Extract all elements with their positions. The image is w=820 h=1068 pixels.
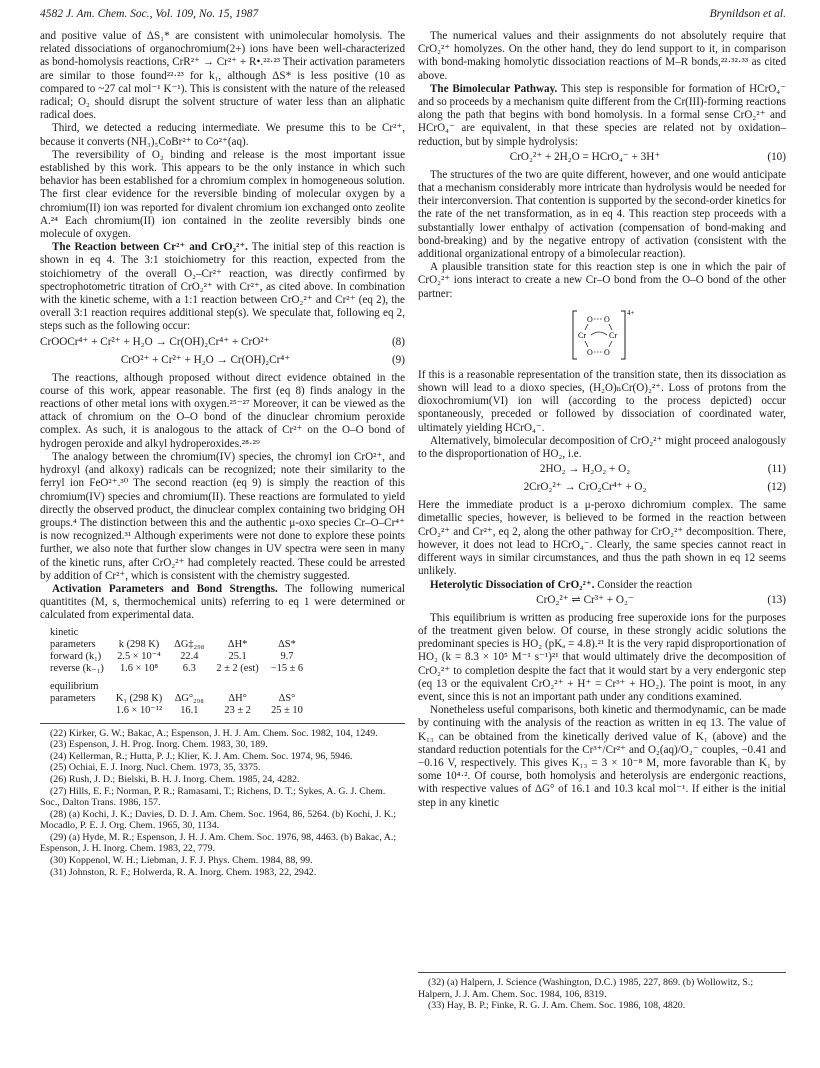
reference-item: (31) Johnston, R. F.; Holwerda, R. A. Inorg. Chem. 1983, 22, 2942. [50,866,317,878]
bond-line [609,324,612,330]
table-header-row [40,693,309,705]
bond-line [585,341,588,347]
right-column [418,30,786,810]
equation-12 [418,481,786,497]
table-row [40,663,309,675]
table-cell: 16.1 [180,704,199,716]
equation-11 [418,463,786,479]
bond-line [585,324,588,330]
column-header: K₁ (298 K) [115,692,163,704]
row-label: kinetic [50,626,79,638]
atom-o-bottom-right: O [604,347,610,357]
paragraph-with-heading [418,579,786,592]
table-cell: 25.1 [228,650,247,662]
reference-item: (27) Hills, E. F.; Norman, P. R.; Ramasami, T.; Richens, D. T.; Sykes, A. G. J. Chem. Soc., Dalton Trans. 1986, 157. [40,785,386,809]
paragraph: The analogy between the chromium(IV) species, the chromyl ion CrO²⁺, and hydroxyl (and alkoxy) radicals can be recognized; note their similarity to the ferryl ion FeO²⁺.³⁰ The second reaction (eq 9) is simply the reaction of this chromium(IV) species and chromium(II). These reactions are formulated to yield directly the observed product, the dinuclear complex containing two bridging OH groups.⁴ The distinction between this and the authentic μ-oxo species Cr–O–Cr⁴⁺ is now recognized.³¹ Although experiments were not done to explore these points further, we also note that further slow changes in UV spectra were seen in many of the kinetic runs, after CrO₂²⁺ had completely reacted. These could be arrested by addition of Cr²⁺, which is consistent with the chemistry suggested. [40,450,405,582]
paragraph-with-heading [40,583,405,623]
table-cell: −15 ± 6 [270,662,304,674]
paragraph-text: The following numerical quantitites (M, s, thermochemical units) referring to eq 1 were determined or calculated from experimental data. [40,582,405,622]
table-cell: 6.3 [182,662,196,674]
table-cell: 2.5 × 10⁻⁴ [117,650,161,662]
equation-body: CrO²⁺ + Cr²⁺ + H₂O → Cr(OH)₂Cr⁴⁺ [120,353,291,366]
section-heading-activation-parameters: Activation Parameters and Bond Strengths. [52,582,278,595]
reference-item: (29) (a) Hyde, M. R.; Espenson, J. H. J. Am. Chem. Soc. 1976, 98, 4463. (b) Bakac, A.; Espenson, J. H. Inorg. Chem. 1983, 22, 779. [40,831,397,855]
paragraph-with-heading [40,241,405,333]
equation-number: (8) [391,335,405,348]
transition-state-structure [557,305,647,363]
charge-label: 4+ [627,308,635,317]
paragraph: Alternatively, bimolecular decomposition of CrO₂²⁺ might proceed analogously to the disproportionation of HO₂, i.e. [418,434,786,461]
atom-cr-left: Cr [578,330,586,340]
row-label: reverse (k₋₁) [50,662,104,674]
atom-cr-right: Cr [609,330,617,340]
references-right [418,972,786,1012]
table-cell: 2 ± 2 (est) [216,662,259,674]
equation-body: CrO₂²⁺ ⇌ Cr³⁺ + O₂⁻ [536,593,634,606]
table-row [40,681,309,693]
paragraph-text: The initial step of this reaction is shown in eq 4. The 3:1 stoichiometry for this reaction, expected from the stoichiometry of the overall O₂–Cr²⁺ reaction, was directly confirmed by spectrophotometric titration of CrO₂²⁺ with Cr²⁺, as cited above. In combination with the kinetic scheme, with a 1:1 reaction between CrO₂²⁺ and Cr²⁺ (eq 2), the overall 3:1 reaction requires additional step(s). We speculate that, following eq 2, steps such as the following occur: [40,241,405,333]
paragraph: If this is a reasonable representation of the transition state, then its dissociation as shown will lead to a dioxo species, (H₂O)ₙCr(O)₂²⁺. Loss of protons from the dioxochromium(VI) ion will (according to the process depicted) occur spontaneously, preceded or followed by dissociation of coordinated water, ultimately yielding HCrO₄⁻. [418,368,786,434]
row-label: forward (k₁) [50,650,102,662]
section-heading-heterolytic: Heterolytic Dissociation of CrO₂²⁺. [430,578,595,591]
reference-item: (30) Koppenol, W. H.; Liebman, J. F. J. Phys. Chem. 1984, 88, 99. [50,855,313,867]
bond-curve [591,332,607,335]
equation-number: (12) [767,481,786,494]
table-cell: 1.6 × 10⁸ [119,662,159,674]
column-header: k (298 K) [118,638,160,650]
reference-item: (32) (a) Halpern, J. Science (Washington, D.C.) 1985, 227, 869. (b) Wollowitz, S.; Halpern, J. J. Am. Chem. Soc. 1984, 106, 8319. [418,977,754,1000]
right-bracket [621,311,625,359]
section-heading-bimolecular: The Bimolecular Pathway. [430,82,558,95]
table-header-row [40,639,309,651]
table-cell: 9.7 [280,650,294,662]
reference-item: (23) Espenson, J. H. Prog. Inorg. Chem. 1983, 30, 189. [50,739,268,751]
paragraph: Here the immediate product is a μ-peroxo dichromium complex. The same dimetallic species, however, is believed to be formed in the reaction between CrO₂²⁺ and Cr²⁺, eq 2, along the other pathway for CrO₂²⁺ decomposition. There, however, it does not lead to HCrO₄⁻. Clearly, the same species cannot react in different ways in similar circumstances, and thus the path shown in eq 12 seems unlikely. [418,499,786,578]
paragraph-text: This step is responsible for formation of HCrO₄⁻ and so proceeds by a mechanism quite different from the Cr(III)-forming reactions along the path that begins with bond homolysis. In a formal sense CrO₂²⁺ and HCrO₄⁻ are equivalent, in that these species are related not by oxidation–reduction, but by simple hydrolysis: [418,82,786,148]
column-header: ΔH* [227,638,248,650]
paragraph: Nonetheless useful comparisons, both kinetic and thermodynamic, can be made by continuing with the analysis of the reaction as written in eq 13. The value of K₁₃ can be obtained from the kinetically derived value of K₁ (above) and the standard reduction potentials for the Cr³⁺/Cr²⁺ and O₂(aq)/O₂⁻ couples, −0.41 and −0.16 V, respectively. This gives K₁₃ = 3 × 10⁻⁸ M, more favorable than K₁ by some 10⁴·². Of course, both homolysis and heterolysis are endergonic reactions, with respective values of ΔG° of 16.1 and 10.3 kcal mol⁻¹. If either is the initial step in any kinetic [418,704,786,809]
table-row [40,705,309,717]
reference-item: (24) Kellerman, R.; Hutta, P. J.; Klier, K. J. Am. Chem. Soc. 1974, 96, 5946. [50,750,353,762]
column-header: ΔG‡₂₉₈ [174,638,205,650]
paragraph-with-heading [418,83,786,149]
equation-10 [418,151,786,167]
table-cell: 22.4 [180,650,199,662]
reference-item: (22) Kirker, G. W.; Bakac, A.; Espenson, J. H. J. Am. Chem. Soc. 1982, 104, 1249. [50,727,378,739]
column-header: ΔH° [228,692,247,704]
paragraph: The numerical values and their assignments do not absolutely require that CrO₂²⁺ homolyzes. On the other hand, they do lend support to it, in comparison with bond-making homolytic dissociation reactions of M–R bonds,²²·³²·³³ as cited above. [418,30,786,82]
table-cell: 23 ± 2 [224,704,251,716]
row-label: parameters [50,638,96,650]
equation-body: 2CrO₂²⁺ → CrO₂Cr⁴⁺ + O₂ [523,481,647,494]
equation-body: CrO₂²⁺ + 2H₂O = HCrO₄⁻ + 3H⁺ [509,150,661,163]
row-label: equilibrium [50,680,99,692]
table-row [40,651,309,663]
paragraph: This equilibrium is written as producing free superoxide ions for the purposes of the treatment given below. Of course, in these strongly acidic solutions the predominant species is HO₂ (pKₐ = 4.8).²¹ It is the very rapid disproportionation of HO₂ (k = 8.3 × 10⁵ M⁻¹ s⁻¹)²¹ that would ultimately drive the decomposition of CrO₂²⁺ to completion despite the fact that it would start by a very endergonic step (eq 13 or the equivalent CrO₂²⁺ + H⁺ = Cr³⁺ + HO₂). The point is moot, in any event, since this is not an important path under any conditions examined. [418,611,786,703]
paragraph: Third, we detected a reducing intermediate. We presume this to be Cr²⁺, because it converts (NH₃)₅CoBr²⁺ to Co²⁺(aq). [40,122,405,148]
reference-item: (25) Ochiai, E. J. Inorg. Nucl. Chem. 1973, 35, 3375. [50,762,261,774]
reference-item: (28) (a) Kochi, J. K.; Davies, D. D. J. Am. Chem. Soc. 1964, 86, 5264. (b) Kochi, J. K.; Mocadlo, P. E. J. Org. Chem. 1965, 30, 1134. [40,808,397,832]
equation-9 [40,354,405,370]
bond-line [609,341,612,347]
equation-number: (10) [767,150,786,163]
row-label: parameters [50,692,96,704]
running-header-right: Brynildson et al. [709,8,786,20]
equation-number: (9) [391,353,405,366]
table-cell: 25 ± 10 [271,704,303,716]
equation-body: CrOOCr⁴⁺ + Cr²⁺ + H₂O → Cr(OH)₂Cr⁴⁺ + CrO²⁺ [40,335,270,348]
column-header: ΔG°₂₉₈ [174,692,204,704]
paragraph: A plausible transition state for this reaction step is one in which the pair of CrO₂²⁺ ions interact to create a new Cr–O bond from the O–O bond of the other partner: [418,261,786,300]
reference-item: (33) Hay, B. P.; Finke, R. G. J. Am. Chem. Soc. 1986, 108, 4820. [428,1000,686,1012]
running-header-left: 4582 J. Am. Chem. Soc., Vol. 109, No. 15, 1987 [40,8,259,20]
equation-8 [40,336,405,352]
table-cell: 1.6 × 10⁻¹² [115,704,163,716]
paragraph: The structures of the two are quite different, however, and one would anticipate that a mechanism considerably more intricate than hydrolysis would be needed for their interconversion. That contention is supported by the second-order kinetics for the rate of the net transformation, as in eq 4. This reaction step proceeds with a substantially lower enthalpy of activation (compensation of bond-making and bond-breaking) and by the negative entropy of activation (consistent with the additional organizational entropy of a bimolecular reaction). [418,168,786,261]
paragraph-text: Consider the reaction [594,578,693,591]
left-bracket [573,311,577,359]
reference-item: (26) Rush, J. D.; Bielski, B. H. J. Inorg. Chem. 1985, 24, 4282. [50,773,300,785]
paragraph: and positive value of ΔS₁* are consistent with unimolecular homolysis. The related dissociations of organochromium(2+) ions have been well-characterized as bond-homolysis reactions, CrR²⁺ → Cr²⁺ + R•.²²·²³ Their activation parameters are similar to those found²²·²³ for k₁, although ΔS* is less positive (10 as compared to ~27 cal mol⁻¹ K⁻¹). This is consistent with the nature of the released radical; O₂ should disrupt the solvent structure of water less than an aliphatic radical does. [40,30,405,122]
atom-o-top-left: O [587,314,593,324]
column-header: ΔS* [278,638,296,650]
left-column [40,30,405,878]
atom-o-top-right: O [604,314,610,324]
references-left [40,723,405,879]
section-heading-cr-reaction: The Reaction between Cr²⁺ and CrO₂²⁺. [52,241,248,254]
paragraph: The reversibility of O₂ binding and release is the most important issue established by this work. This appears to be the only instance in which such behavior has been established for a chromium complex in homogeneous solution. The first clear evidence for the reversible binding of molecular oxygen by a chromium(II) ion was reported for divalent chromium ion exchanged onto zeolite A.²⁴ Each chromium(II) ion contained in the zeolite reversibly binds one molecule of oxygen. [40,148,405,241]
table-row [40,627,309,639]
equation-number: (11) [767,463,786,476]
parameters-table [40,627,309,717]
equation-number: (13) [767,593,786,606]
equation-13 [418,594,786,610]
equation-body: 2HO₂ → H₂O₂ + O₂ [539,463,631,476]
column-header: ΔS° [278,692,296,704]
atom-o-bottom-left: O [587,347,593,357]
paragraph: The reactions, although proposed without direct evidence obtained in the course of this work, appear reasonable. The first (eq 8) finds analogy in the reactions of other metal ions with oxygen.²⁵⁻²⁷ Moreover, it can be viewed as the attack of chromium on the O–O bond of the dinuclear chromium peroxide complex. As such, it is analogous to the attack of Cr²⁺ on the O–O bond of hydrogen peroxide and alkyl hydroperoxides.²⁸·²⁹ [40,371,405,450]
